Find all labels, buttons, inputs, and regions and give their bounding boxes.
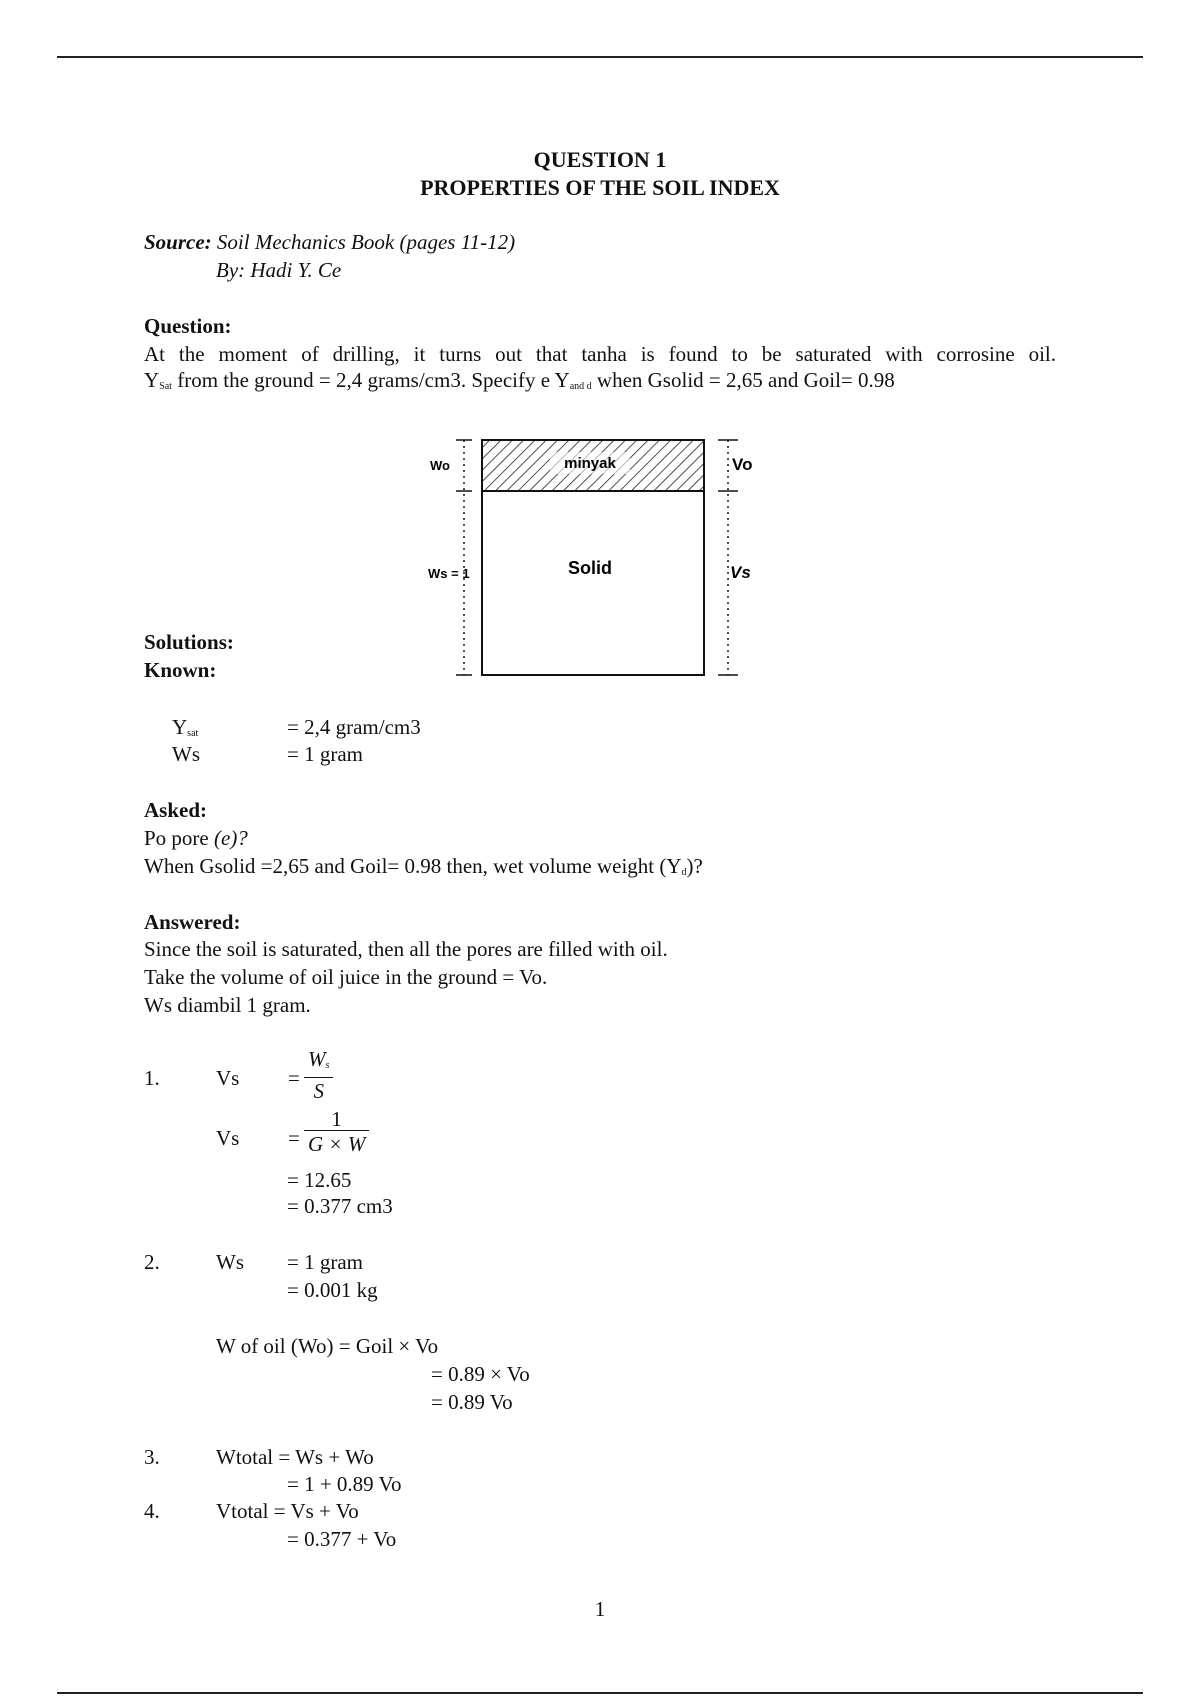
- oil-weight-eq: = 0.89 Vo: [431, 1390, 513, 1414]
- vo-label: Vo: [732, 455, 753, 474]
- question-number: QUESTION 1: [533, 147, 667, 172]
- page-number: 1: [594, 1597, 606, 1621]
- oil-weight-eq: W of oil (Wo) = Goil × Vo: [216, 1334, 439, 1358]
- step-number: 1.: [144, 1066, 160, 1090]
- oil-label: minyak: [564, 455, 616, 472]
- equals-sign: =: [288, 1126, 300, 1150]
- gamma-subscript: and d: [569, 381, 592, 392]
- top-rule: [57, 56, 1143, 58]
- wtotal-eq: = 1 + 0.89 Vo: [287, 1472, 402, 1496]
- step2-result: = 1 gram: [287, 1250, 363, 1274]
- equals-sign: =: [288, 1066, 300, 1090]
- answered-label: Answered:: [144, 910, 241, 934]
- gamma-symbol: Y: [666, 854, 682, 878]
- step1-result: = 0.377 cm3: [287, 1194, 393, 1218]
- question-line-1: At the moment of drilling, it turns out that tanha is found to be saturated with corrosine oil.: [144, 342, 1056, 366]
- oil-weight-eq: = 0.89 × Vo: [431, 1362, 530, 1386]
- bottom-rule: [57, 1692, 1143, 1694]
- step-number: 3.: [144, 1445, 160, 1469]
- known-label: Known:: [144, 658, 217, 682]
- wtotal-eq: Wtotal = Ws + Wo: [216, 1445, 374, 1469]
- fraction-1-over-gw: $\frac{1}{G \times W}$: [304, 1108, 369, 1155]
- known-ws: Ws: [172, 742, 200, 766]
- source-line: [144, 230, 515, 255]
- ws-label: Ws = 1: [428, 566, 470, 581]
- step2-var: Ws: [216, 1250, 244, 1274]
- gamma-symbol: Y: [172, 715, 188, 739]
- question-line-2: $Y_{Sat}$ from the ground = 2,4 grams/cm3. Specify e $Y_{and d}$ when Gsolid = 2,65 and Goil= 0.98: [144, 368, 895, 392]
- solid-label: Solid: [568, 558, 612, 578]
- solid-layer: [482, 491, 704, 675]
- asked-line-2: When Gsolid =2,65 and Goil= 0.98 then, wet volume weight $(Y_d)$?: [144, 854, 703, 878]
- source-label: Source:: [144, 230, 212, 254]
- fraction-ws-over-s: $\frac{W_s}{S}$: [304, 1048, 333, 1102]
- known-gamma-sat: $Y_{sat}$: [172, 715, 199, 739]
- question-label: Question:: [144, 314, 232, 338]
- step-number: 2.: [144, 1250, 160, 1274]
- source-author: By: Hadi Y. Ce: [216, 258, 342, 282]
- answered-line: Take the volume of oil juice in the ground = Vo.: [144, 965, 548, 989]
- step1-result: = 12.65: [287, 1168, 352, 1192]
- answered-line: Ws diambil 1 gram.: [144, 993, 311, 1017]
- vs-label: Vs: [730, 563, 751, 582]
- page-title: PROPERTIES OF THE SOIL INDEX: [420, 175, 780, 200]
- vtotal-eq: Vtotal = Vs + Vo: [216, 1499, 359, 1523]
- gamma-subscript: Sat: [159, 381, 172, 392]
- soil-phase-diagram: [420, 430, 753, 690]
- step2-result: = 0.001 kg: [287, 1278, 378, 1302]
- solutions-label: Solutions:: [144, 630, 234, 654]
- step-number: 4.: [144, 1499, 160, 1523]
- answered-line: Since the soil is saturated, then all the pores are filled with oil.: [144, 937, 668, 961]
- known-ws-value: = 1 gram: [287, 742, 363, 766]
- asked-line-1: Po pore (e)?: [144, 826, 248, 850]
- gamma-symbol: Y: [144, 368, 160, 392]
- gamma-symbol: Y: [554, 368, 570, 392]
- asked-label: Asked:: [144, 798, 208, 822]
- wo-label: Wo: [430, 458, 450, 473]
- step1-var: Vs: [216, 1066, 240, 1090]
- vtotal-eq: = 0.377 + Vo: [287, 1527, 397, 1551]
- step1-var: Vs: [216, 1126, 240, 1150]
- known-gamma-sat-value: = 2,4 gram/cm3: [287, 715, 421, 739]
- source-text: Soil Mechanics Book (pages 11-12): [216, 230, 516, 254]
